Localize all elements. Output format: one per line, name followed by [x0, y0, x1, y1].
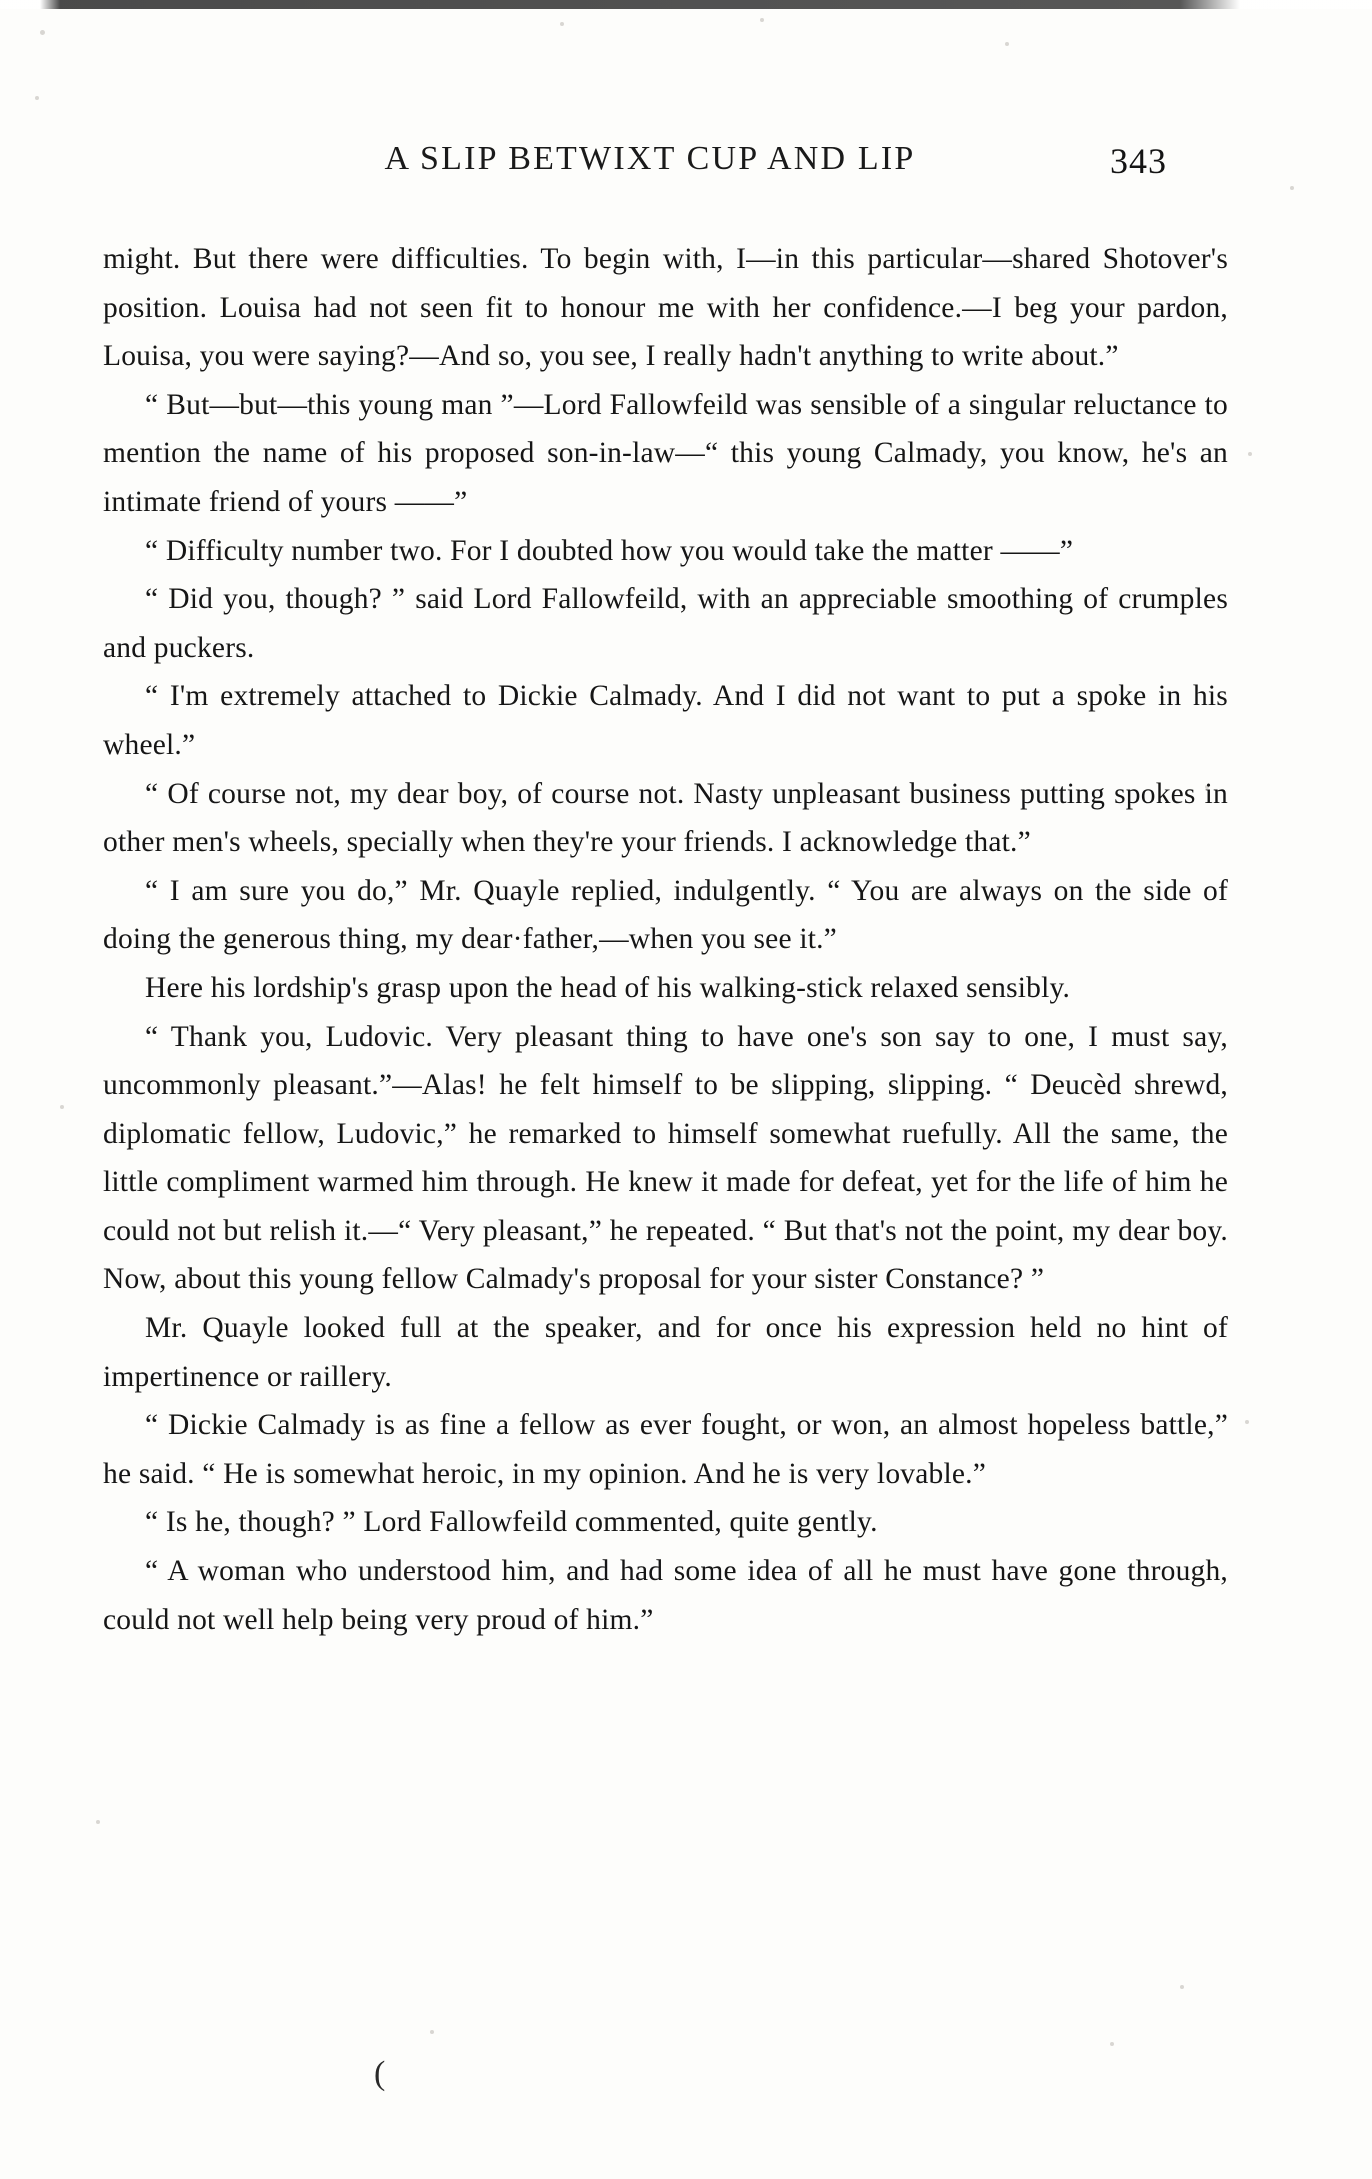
scan-speckle — [1180, 1985, 1184, 1989]
paragraph: “ Did you, though? ” said Lord Fallowfeild, with an appreciable smoothing of crumples and puckers. — [103, 583, 1228, 664]
scan-speckle — [1248, 452, 1252, 456]
paragraph: “ But—but—this young man ”—Lord Fallowfeild was sensible of a singular reluctance to mention the name of his proposed son-in-law—“ this young Calmady, you know, he's an intimate friend of yours ——” — [103, 388, 1228, 518]
body-text — [103, 235, 1228, 1644]
scan-speckle — [1110, 2042, 1114, 2046]
signature-mark: ( — [374, 2055, 386, 2092]
paragraph: “ A woman who understood him, and had some idea of all he must have gone through, could not well help being very proud of him.” — [103, 1555, 1228, 1636]
scan-speckle — [35, 96, 39, 100]
page-header — [0, 140, 1372, 192]
page-edge-artifact — [0, 0, 1372, 9]
paragraph: “ Dickie Calmady is as fine a fellow as ever fought, or won, an almost hopeless battle,” he said. “ He is somewhat heroic, in my opinion. And he is very lovable.” — [103, 1409, 1228, 1490]
paragraph: Here his lordship's grasp upon the head of his walking-stick relaxed sensibly. — [145, 971, 1071, 1004]
paragraph: “ I am sure you do,” Mr. Quayle replied, indulgently. “ You are always on the side of doing the generous thing, my dear·father,—when you see it.” — [103, 874, 1228, 956]
paragraph: Mr. Quayle looked full at the speaker, and for once his expression held no hint of impertinence or raillery. — [103, 1312, 1228, 1393]
scan-speckle — [560, 22, 564, 26]
page-number: 343 — [1110, 141, 1167, 181]
scan-speckle — [760, 18, 764, 22]
scan-speckle — [40, 30, 45, 35]
running-title: A SLIP BETWIXT CUP AND LIP — [384, 140, 916, 177]
scan-speckle — [1245, 1420, 1249, 1424]
scan-speckle — [96, 1820, 100, 1824]
paragraph: “ Of course not, my dear boy, of course not. Nasty unpleasant business putting spokes in other men's wheels, specially when they're your friends. I acknowledge that.” — [103, 777, 1228, 859]
paragraph: might. But there were difficulties. To begin with, I—in this particular—shared Shotover's position. Louisa had not seen fit to honour me with her confidence.—I beg your pardon, Louisa, you were saying?—And so, you see, I really hadn't anything to write about.” — [103, 243, 1228, 373]
paragraph: “ Is he, though? ” Lord Fallowfeild commented, quite gently. — [145, 1506, 878, 1539]
scan-speckle — [430, 2030, 434, 2034]
paragraph: “ Difficulty number two. For I doubted how you would take the matter ——” — [145, 534, 1074, 567]
paragraph: “ Thank you, Ludovic. Very pleasant thing to have one's son say to one, I must say, uncommonly pleasant.”—Alas! he felt himself to be slipping, slipping. “ Deucèd shrewd, diplomatic fellow, Ludovic,” he remarked to himself somewhat ruefully. All the same, the little compliment warmed him through. He knew it made for defeat, yet for the life of him he could not but relish it.—“ Very pleasant,” he repeated. “ But that's not the point, my dear boy. Now, about this young fellow Calmady's proposal for your sister Constance? ” — [103, 1020, 1228, 1296]
paragraph: “ I'm extremely attached to Dickie Calmady. And I did not want to put a spoke in his wheel.” — [103, 680, 1228, 761]
scan-speckle — [60, 1105, 64, 1109]
scan-speckle — [1005, 42, 1009, 46]
